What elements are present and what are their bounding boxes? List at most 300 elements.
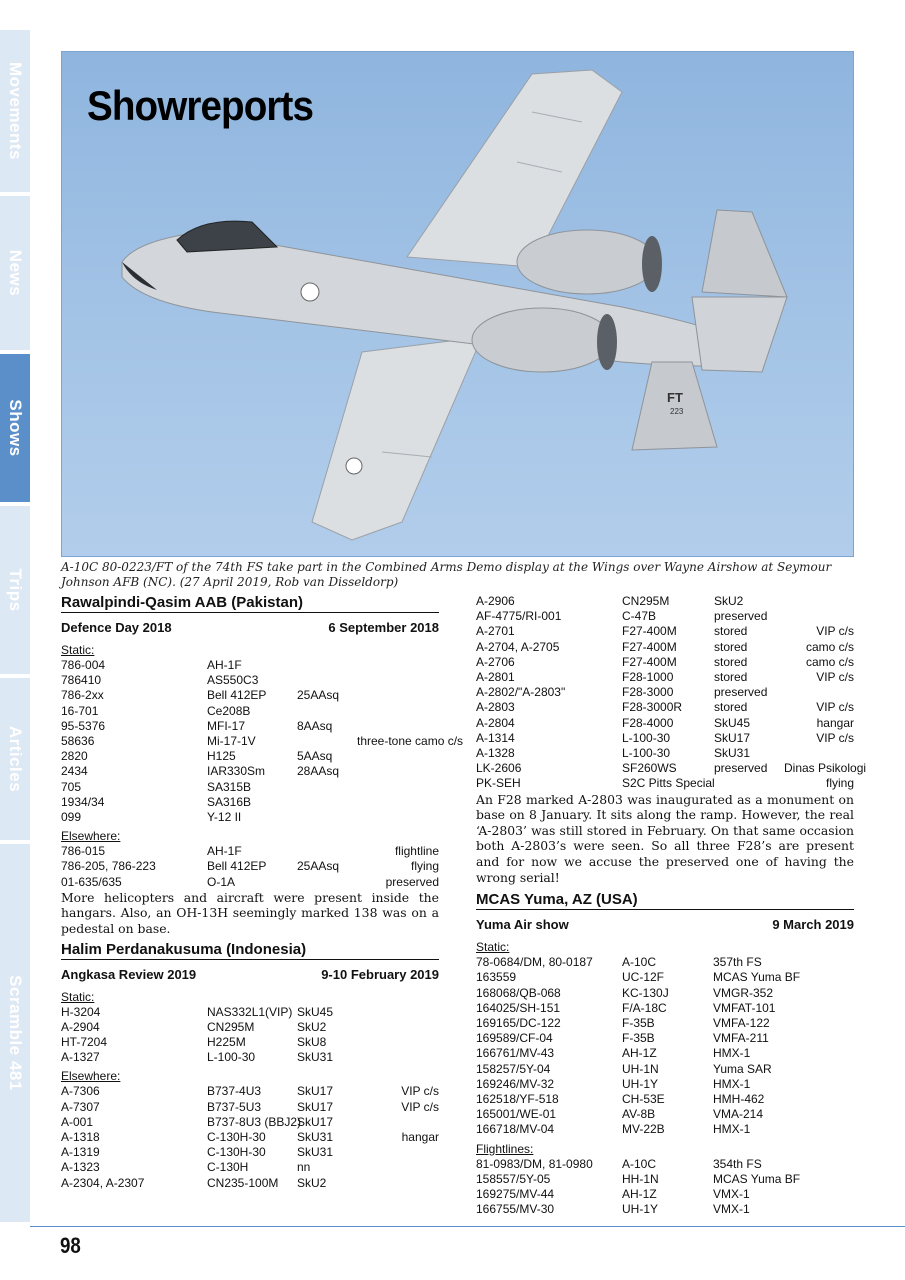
list-row bbox=[61, 764, 439, 779]
list-row bbox=[476, 1031, 854, 1046]
list-cell: A-1318 bbox=[61, 1130, 100, 1145]
list-row bbox=[476, 776, 854, 791]
list-cell: stored bbox=[714, 670, 748, 685]
list-cell: CN295M bbox=[622, 594, 670, 608]
list-cell bbox=[784, 746, 854, 761]
list-cell bbox=[357, 704, 439, 719]
list-cell: Y-12 II bbox=[207, 810, 242, 825]
list-cell: preserved bbox=[714, 761, 768, 776]
tab-trips-label: Trips bbox=[6, 568, 25, 612]
list-cell: AV-8B bbox=[622, 1107, 656, 1122]
list-cell: 357th FS bbox=[713, 955, 762, 970]
list-cell: 168068/QB-068 bbox=[476, 985, 561, 1000]
footer-divider bbox=[30, 1226, 905, 1227]
list-cell: 166761/MV-43 bbox=[476, 1046, 555, 1061]
event-header bbox=[61, 620, 439, 635]
list-row bbox=[476, 1202, 854, 1217]
list-cell bbox=[297, 844, 357, 859]
list-cell bbox=[357, 673, 439, 688]
list-cell: 2820 bbox=[61, 749, 88, 764]
list-cell: 786-004 bbox=[61, 658, 106, 672]
elsewhere-label: Elsewhere: bbox=[61, 1069, 121, 1084]
list-cell: C-130H bbox=[207, 1160, 249, 1175]
elsewhere-list bbox=[61, 1084, 439, 1190]
list-cell: VIP c/s bbox=[816, 624, 854, 639]
list-cell: H225M bbox=[207, 1035, 246, 1050]
list-cell: 705 bbox=[61, 779, 82, 794]
list-row bbox=[476, 594, 854, 609]
list-cell bbox=[357, 1035, 439, 1050]
tab-trips[interactable] bbox=[0, 506, 30, 676]
list-cell: 169165/DC-122 bbox=[476, 1016, 561, 1031]
list-cell: A-1319 bbox=[61, 1145, 100, 1160]
list-cell: stored bbox=[714, 700, 748, 715]
list-row bbox=[61, 1035, 439, 1050]
list-cell: CN295M bbox=[207, 1019, 255, 1034]
list-cell bbox=[357, 764, 439, 779]
list-cell: A-2801 bbox=[476, 670, 515, 685]
list-cell: F27-400M bbox=[622, 654, 677, 669]
list-cell bbox=[357, 795, 439, 810]
list-row bbox=[61, 719, 439, 734]
list-row bbox=[61, 859, 439, 874]
list-cell: L-100-30 bbox=[622, 730, 671, 745]
list-cell: 166755/MV-30 bbox=[476, 1202, 555, 1217]
tail-serial: 223 bbox=[670, 407, 684, 416]
list-cell: 169246/MV-32 bbox=[476, 1076, 555, 1091]
list-cell: A-7306 bbox=[61, 1084, 100, 1099]
list-row bbox=[476, 1187, 854, 1202]
event-header bbox=[476, 917, 854, 932]
list-cell bbox=[357, 1005, 439, 1020]
static-list bbox=[61, 658, 464, 825]
tab-movements[interactable] bbox=[0, 30, 30, 194]
list-cell: 28AAsq bbox=[297, 764, 340, 779]
list-cell: Bell 412EP bbox=[207, 859, 267, 874]
list-cell: F/A-18C bbox=[622, 1000, 667, 1015]
section-sidebar bbox=[0, 0, 30, 1280]
list-cell: F-35B bbox=[622, 1031, 655, 1046]
list-row bbox=[476, 670, 854, 685]
list-cell: MCAS Yuma BF bbox=[713, 1171, 801, 1186]
list-cell: 162518/YF-518 bbox=[476, 1092, 559, 1107]
list-cell: HMH-462 bbox=[713, 1092, 765, 1107]
list-cell: A-2802/"A-2803" bbox=[476, 685, 566, 700]
list-cell: H-3204 bbox=[61, 1004, 101, 1019]
list-row bbox=[61, 795, 439, 810]
list-row bbox=[476, 1107, 854, 1122]
list-row bbox=[476, 986, 854, 1001]
list-cell: VMX-1 bbox=[713, 1202, 750, 1217]
list-cell bbox=[297, 810, 357, 825]
list-cell: L-100-30 bbox=[207, 1050, 256, 1065]
list-cell: VIP c/s bbox=[816, 730, 854, 745]
list-cell: 158557/5Y-05 bbox=[476, 1171, 551, 1186]
list-cell: HH-1N bbox=[622, 1171, 659, 1186]
list-cell: F28-4000 bbox=[622, 715, 674, 730]
right-column bbox=[476, 594, 867, 1217]
list-cell: 01-635/635 bbox=[61, 874, 122, 889]
list-cell: A-1328 bbox=[476, 746, 515, 761]
list-cell: stored bbox=[714, 624, 748, 639]
list-cell: VMX-1 bbox=[713, 1187, 750, 1202]
list-cell bbox=[357, 1176, 439, 1191]
list-cell: LK-2606 bbox=[476, 761, 522, 776]
list-cell: O-1A bbox=[207, 874, 236, 889]
list-cell: C-47B bbox=[622, 609, 657, 624]
list-cell: camo c/s bbox=[805, 654, 854, 669]
list-cell: 8AAsq bbox=[297, 718, 333, 733]
list-cell: F27-400M bbox=[622, 639, 677, 654]
list-cell bbox=[357, 688, 439, 703]
list-cell: preserved bbox=[714, 609, 768, 624]
event-name: Yuma Air show bbox=[476, 917, 569, 933]
list-cell: H125 bbox=[207, 749, 236, 764]
photo-caption: A-10C 80-0223/FT of the 74th FS take part in the Combined Arms Demo display at the Wings over Wayne Airshow at Seymour Johnson AFB (NC). (27 April 2019, Rob van Disseldorp) bbox=[61, 560, 832, 589]
list-row bbox=[476, 1122, 854, 1137]
tail-code: FT bbox=[667, 390, 683, 405]
list-cell: 169275/MV-44 bbox=[476, 1187, 555, 1202]
list-row bbox=[61, 1100, 439, 1115]
list-cell: SkU8 bbox=[297, 1035, 327, 1050]
list-cell: SkU17 bbox=[714, 730, 751, 745]
list-cell: stored bbox=[714, 654, 748, 669]
list-cell: B737-8U3 (BBJ2) bbox=[207, 1114, 302, 1129]
list-cell: HT-7204 bbox=[61, 1035, 108, 1050]
list-cell: VMFAT-101 bbox=[713, 1000, 776, 1015]
list-cell: Ce208B bbox=[207, 703, 251, 718]
list-cell: L-100-30 bbox=[622, 746, 671, 761]
list-cell: UC-12F bbox=[622, 970, 665, 985]
page-number: 98 bbox=[60, 1233, 81, 1258]
list-cell bbox=[297, 875, 357, 890]
list-cell: HMX-1 bbox=[713, 1076, 751, 1091]
list-cell: S2C Pitts Special bbox=[622, 776, 715, 791]
list-cell: SkU17 bbox=[297, 1099, 334, 1114]
static-list bbox=[61, 1005, 439, 1066]
list-cell: 81-0983/DM, 81-0980 bbox=[476, 1156, 593, 1171]
list-cell: KC-130J bbox=[622, 985, 669, 1000]
list-cell bbox=[357, 1160, 439, 1175]
list-cell: A-10C bbox=[622, 1156, 657, 1171]
elsewhere-label: Elsewhere: bbox=[61, 829, 121, 844]
list-cell: A-2701 bbox=[476, 624, 515, 639]
static-label: Static: bbox=[61, 643, 95, 657]
list-cell: A-1327 bbox=[61, 1050, 100, 1065]
tab-shows[interactable] bbox=[0, 354, 30, 504]
list-cell bbox=[784, 685, 854, 700]
list-cell: 5AAsq bbox=[297, 749, 333, 764]
list-cell: 099 bbox=[61, 810, 82, 825]
event-header bbox=[61, 967, 439, 982]
list-row bbox=[61, 1145, 439, 1160]
list-cell: Bell 412EP bbox=[207, 688, 267, 703]
list-row bbox=[61, 1005, 439, 1020]
list-cell: 166718/MV-04 bbox=[476, 1122, 555, 1137]
list-row bbox=[61, 875, 439, 890]
flightlines-list bbox=[476, 1157, 854, 1218]
list-cell bbox=[297, 704, 357, 719]
list-row bbox=[476, 1001, 854, 1016]
list-cell: AH-1F bbox=[207, 844, 242, 859]
left-column bbox=[61, 594, 464, 1191]
list-row bbox=[61, 1130, 439, 1145]
list-cell: F28-3000R bbox=[622, 700, 683, 715]
static-label: Static: bbox=[61, 989, 95, 1004]
list-cell bbox=[357, 658, 439, 673]
list-cell: F28-3000 bbox=[622, 685, 674, 700]
list-row bbox=[476, 761, 867, 776]
list-row bbox=[476, 700, 854, 715]
list-row bbox=[61, 704, 439, 719]
list-cell: hangar bbox=[816, 715, 854, 730]
list-row bbox=[61, 1176, 439, 1191]
list-cell: AS550C3 bbox=[207, 673, 259, 688]
list-cell: 786-2xx bbox=[61, 688, 104, 703]
list-row bbox=[61, 673, 439, 688]
list-cell: 164025/SH-151 bbox=[476, 1000, 561, 1015]
page-title: Showreports bbox=[87, 82, 314, 129]
list-row bbox=[61, 810, 439, 825]
list-row bbox=[61, 734, 464, 749]
list-cell: SkU17 bbox=[297, 1084, 334, 1099]
list-row bbox=[61, 1020, 439, 1035]
list-cell: A-2804 bbox=[476, 715, 515, 730]
list-row bbox=[476, 1016, 854, 1031]
tab-articles[interactable] bbox=[0, 678, 30, 842]
flightlines-label: Flightlines: bbox=[476, 1141, 534, 1156]
hero-photo bbox=[61, 51, 854, 557]
list-cell bbox=[357, 1020, 439, 1035]
tab-movements-label: Movements bbox=[6, 61, 25, 161]
section-title-halim: Halim Perdanakusuma (Indonesia) bbox=[61, 941, 439, 960]
list-row bbox=[476, 1077, 854, 1092]
list-cell: SkU2 bbox=[297, 1175, 327, 1190]
tab-shows-label: Shows bbox=[6, 399, 25, 457]
list-row bbox=[476, 1092, 854, 1107]
list-cell: VMFA-211 bbox=[713, 1031, 769, 1046]
list-cell: SkU31 bbox=[714, 746, 751, 761]
list-cell: 786-015 bbox=[61, 844, 106, 859]
list-cell bbox=[357, 1145, 439, 1160]
list-cell: A-7307 bbox=[61, 1099, 100, 1114]
list-row bbox=[61, 688, 439, 703]
list-cell: flightline bbox=[394, 844, 439, 859]
list-cell: 1934/34 bbox=[61, 794, 105, 809]
list-cell: A-2704, A-2705 bbox=[476, 639, 560, 654]
list-cell: SkU2 bbox=[714, 594, 744, 608]
list-cell: CH-53E bbox=[622, 1092, 665, 1107]
list-cell: C-130H-30 bbox=[207, 1130, 266, 1145]
list-cell: MFI-17 bbox=[207, 718, 246, 733]
list-cell: 25AAsq bbox=[297, 859, 340, 874]
list-cell: 25AAsq bbox=[297, 688, 340, 703]
list-cell: 78-0684/DM, 80-0187 bbox=[476, 955, 593, 970]
list-cell: SkU2 bbox=[297, 1019, 327, 1034]
list-cell: HMX-1 bbox=[713, 1122, 751, 1137]
list-cell: SkU45 bbox=[714, 715, 751, 730]
list-cell: UH-1N bbox=[622, 1061, 659, 1076]
list-row bbox=[61, 1115, 439, 1130]
list-row bbox=[476, 970, 854, 985]
event-date: 9-10 February 2019 bbox=[321, 966, 439, 982]
list-cell: UH-1Y bbox=[622, 1202, 659, 1217]
list-cell: Yuma SAR bbox=[713, 1061, 772, 1076]
list-cell: 165001/WE-01 bbox=[476, 1107, 557, 1122]
list-cell bbox=[357, 719, 439, 734]
list-cell: nn bbox=[297, 1160, 311, 1175]
list-cell: 58636 bbox=[61, 734, 95, 749]
tab-news[interactable] bbox=[0, 196, 30, 352]
list-row bbox=[476, 624, 854, 639]
list-row bbox=[61, 1084, 439, 1099]
list-cell: preserved bbox=[385, 874, 439, 889]
list-cell: A-10C bbox=[622, 955, 657, 970]
tab-scramble[interactable] bbox=[0, 844, 30, 1224]
list-cell bbox=[357, 780, 439, 795]
list-cell: AH-1Z bbox=[622, 1046, 657, 1061]
list-row bbox=[476, 685, 854, 700]
list-cell: F28-1000 bbox=[622, 670, 674, 685]
list-cell: SkU45 bbox=[297, 1004, 334, 1019]
list-row bbox=[476, 1172, 854, 1187]
list-cell: IAR330Sm bbox=[207, 764, 266, 779]
list-cell: PK-SEH bbox=[476, 776, 521, 791]
list-cell: 16-701 bbox=[61, 703, 99, 718]
list-cell: 95-5376 bbox=[61, 718, 106, 733]
list-row bbox=[476, 655, 854, 670]
list-cell: 169589/CF-04 bbox=[476, 1031, 553, 1046]
list-cell: SF260WS bbox=[622, 761, 677, 776]
list-cell: B737-4U3 bbox=[207, 1084, 262, 1099]
list-cell: SkU31 bbox=[297, 1050, 334, 1065]
list-cell: VIP c/s bbox=[816, 670, 854, 685]
tab-articles-label: Articles bbox=[6, 725, 25, 793]
list-cell: VIP c/s bbox=[401, 1099, 439, 1114]
list-cell: A-001 bbox=[61, 1114, 94, 1129]
list-cell: A-2803 bbox=[476, 700, 515, 715]
static-label: Static: bbox=[476, 940, 510, 955]
list-row bbox=[61, 749, 439, 764]
list-cell bbox=[357, 810, 439, 825]
list-cell: VIP c/s bbox=[401, 1084, 439, 1099]
list-row bbox=[476, 609, 854, 624]
list-cell bbox=[784, 594, 854, 609]
list-row bbox=[476, 746, 854, 761]
list-cell bbox=[357, 1050, 439, 1065]
list-cell bbox=[357, 749, 439, 764]
list-cell: flying bbox=[825, 776, 854, 791]
list-cell: SkU31 bbox=[297, 1145, 334, 1160]
list-row bbox=[476, 955, 854, 970]
list-cell: NAS332L1(VIP) bbox=[207, 1004, 293, 1019]
list-row bbox=[476, 1062, 854, 1077]
list-cell: UH-1Y bbox=[622, 1076, 659, 1091]
list-cell: 786410 bbox=[61, 673, 102, 688]
list-row bbox=[61, 658, 439, 673]
list-cell: SA316B bbox=[207, 794, 252, 809]
list-cell: A-2906 bbox=[476, 594, 515, 608]
list-cell bbox=[297, 734, 357, 749]
tab-scramble-label: Scramble 481 bbox=[6, 975, 25, 1091]
static-list bbox=[476, 955, 854, 1137]
list-cell: Mi-17-1V bbox=[207, 734, 256, 749]
list-cell: 786-205, 786-223 bbox=[61, 859, 156, 874]
section-title-rawalpindi: Rawalpindi-Qasim AAB (Pakistan) bbox=[61, 594, 439, 613]
list-cell: 2434 bbox=[61, 764, 88, 779]
list-cell: SA315B bbox=[207, 779, 252, 794]
list-cell: three-tone camo c/s bbox=[357, 734, 464, 749]
list-cell: flying bbox=[410, 859, 439, 874]
paragraph: An F28 marked A-2803 was inaugurated as a monument on base on 8 January. It sits along the ramp. However, the real ‘A-2803’ was still stored in February. On that same occasion both A-2803’s were seen. So all three F28’s are present and for now we accuse the preserved one of having the wrong serial! bbox=[476, 791, 854, 885]
list-cell: F-35B bbox=[622, 1016, 655, 1031]
list-cell: F27-400M bbox=[622, 624, 677, 639]
list-cell: HMX-1 bbox=[713, 1046, 751, 1061]
list-row bbox=[476, 716, 854, 731]
list-row bbox=[476, 1046, 854, 1061]
list-cell bbox=[714, 776, 784, 791]
list-cell: B737-5U3 bbox=[207, 1099, 262, 1114]
list-cell: MCAS Yuma BF bbox=[713, 970, 801, 985]
continued-list bbox=[476, 594, 867, 792]
list-cell bbox=[297, 673, 357, 688]
list-cell: 354th FS bbox=[713, 1156, 762, 1171]
list-cell: 163559 bbox=[476, 970, 517, 985]
list-cell: A-1314 bbox=[476, 730, 515, 745]
list-cell: A-2904 bbox=[61, 1019, 100, 1034]
list-cell: SkU31 bbox=[297, 1130, 334, 1145]
list-cell: AF-4775/RI-001 bbox=[476, 609, 562, 624]
paragraph: More helicopters and aircraft were present inside the hangars. Also, an OH-13H seemingly marked 138 was on a pedestal on base. bbox=[61, 889, 439, 937]
section-title-yuma: MCAS Yuma, AZ (USA) bbox=[476, 891, 854, 910]
list-row bbox=[61, 780, 439, 795]
list-cell: A-1323 bbox=[61, 1160, 100, 1175]
list-cell: camo c/s bbox=[805, 639, 854, 654]
list-row bbox=[61, 1160, 439, 1175]
list-cell: CN235-100M bbox=[207, 1175, 279, 1190]
list-cell: AH-1F bbox=[207, 658, 242, 672]
list-cell: stored bbox=[714, 639, 748, 654]
list-row bbox=[476, 1157, 854, 1172]
list-row bbox=[61, 1050, 439, 1065]
list-cell bbox=[297, 780, 357, 795]
event-name: Defence Day 2018 bbox=[61, 620, 172, 635]
list-cell: SkU17 bbox=[297, 1114, 334, 1129]
list-cell: 158257/5Y-04 bbox=[476, 1061, 551, 1076]
list-cell: AH-1Z bbox=[622, 1187, 657, 1202]
list-row bbox=[476, 640, 854, 655]
list-cell: Dinas Psikologi bbox=[784, 761, 867, 776]
list-cell: VIP c/s bbox=[816, 700, 854, 715]
list-cell bbox=[297, 658, 357, 673]
list-cell: VMGR-352 bbox=[713, 985, 774, 1000]
list-cell: VMFA-122 bbox=[713, 1016, 770, 1031]
list-cell: A-2706 bbox=[476, 654, 515, 669]
list-row bbox=[476, 731, 854, 746]
tab-news-label: News bbox=[6, 249, 25, 297]
list-cell bbox=[297, 795, 357, 810]
list-cell: MV-22B bbox=[622, 1122, 665, 1137]
elsewhere-list bbox=[61, 844, 439, 890]
list-cell: C-130H-30 bbox=[207, 1145, 266, 1160]
list-cell bbox=[357, 1115, 439, 1130]
event-date: 9 March 2019 bbox=[772, 917, 854, 933]
list-cell: hangar bbox=[401, 1130, 439, 1145]
list-cell: preserved bbox=[714, 685, 768, 700]
event-name: Angkasa Review 2019 bbox=[61, 966, 197, 982]
list-cell: VMA-214 bbox=[713, 1107, 764, 1122]
list-cell bbox=[784, 609, 854, 624]
